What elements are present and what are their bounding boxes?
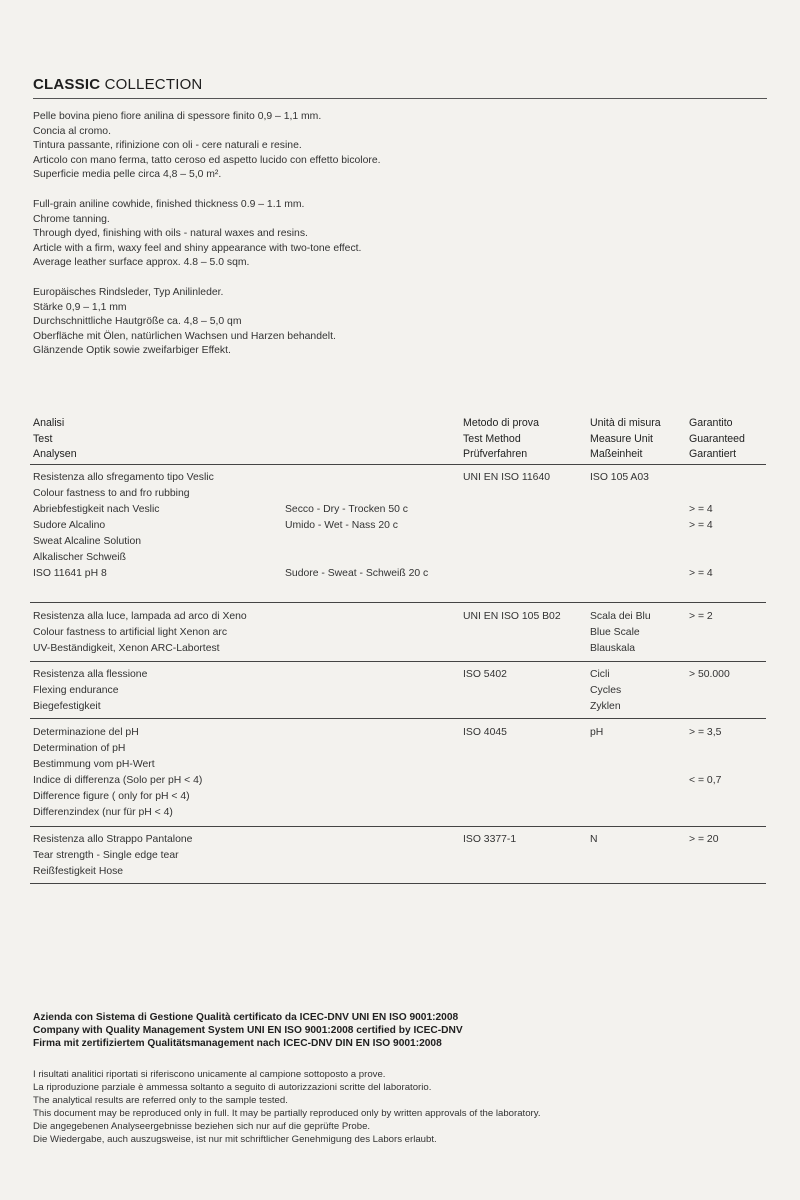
row-divider	[30, 602, 766, 603]
cell-line	[689, 741, 721, 757]
row-0-garantito	[689, 470, 713, 582]
row-divider	[30, 718, 766, 719]
cell-line	[689, 534, 713, 550]
table-header-divider	[30, 464, 766, 465]
row-divider	[30, 661, 766, 662]
cell-line: > 50.000	[689, 669, 730, 680]
row-0-unita	[590, 470, 649, 486]
disclaimer	[33, 1068, 541, 1146]
header-line: Guaranteed	[689, 432, 745, 445]
cell-line: ISO 105 A03	[590, 472, 649, 483]
cell-line: Blauskala	[590, 643, 636, 654]
cell-line: Sweat Alcaline Solution	[33, 536, 142, 547]
desc-line: Stärke 0,9 – 1,1 mm	[33, 301, 127, 313]
footer-line: Firma mit zertifiziertem Qualitätsmanagement nach ICEC-DNV DIN EN ISO 9001:2008	[33, 1038, 442, 1050]
header-analisi	[33, 416, 77, 463]
description-italian	[33, 110, 633, 183]
cell-line	[285, 534, 428, 550]
header-line: Prüfverfahren	[463, 448, 528, 461]
cell-line: Abriebfestigkeit nach Veslic	[33, 504, 160, 515]
desc-line: Articolo con mano ferma, tatto ceroso ed aspetto lucido con effetto bicolore.	[33, 154, 381, 166]
header-line: Test	[33, 432, 53, 445]
cell-line: Resistenza allo Strappo Pantalone	[33, 834, 193, 845]
cell-line: Colour fastness to and fro rubbing	[33, 488, 190, 499]
row-4-metodo	[463, 832, 516, 848]
cell-line: UV-Beständigkeit, Xenon ARC-Labortest	[33, 643, 220, 654]
footer-line: Company with Quality Management System UNI EN ISO 9001:2008 certified by ICEC-DNV	[33, 1025, 463, 1037]
cell-line	[689, 486, 713, 502]
desc-line: Europäisches Rindsleder, Typ Anilinleder.	[33, 287, 224, 298]
row-divider	[30, 826, 766, 827]
cell-line: > = 4	[689, 568, 713, 579]
cell-line: Cycles	[590, 685, 622, 696]
cell-line	[285, 550, 428, 566]
header-metodo	[463, 416, 539, 463]
row-2-metodo	[463, 667, 507, 683]
footer-line: Azienda con Sistema di Gestione Qualità certificato da ICEC-DNV UNI EN ISO 9001:2008	[33, 1012, 459, 1023]
desc-line: Through dyed, finishing with oils - natural waxes and resins.	[33, 228, 308, 240]
cell-line: Difference figure ( only for pH < 4)	[33, 791, 190, 802]
row-0-analisi	[33, 470, 214, 582]
desc-line: Oberfläche mit Ölen, natürlichen Wachsen und Harzen behandelt.	[33, 330, 336, 342]
footer-line: Die Wiedergabe, auch auszugsweise, ist nur mit schriftlicher Genehmigung des Labors erlaubt.	[33, 1134, 437, 1145]
cell-line: Biegefestigkeit	[33, 701, 101, 712]
description-german	[33, 286, 633, 359]
footer-line: I risultati analitici riportati si riferiscono unicamente al campione sottoposto a prove.	[33, 1069, 386, 1080]
cell-line: Zyklen	[590, 701, 621, 712]
cell-line	[285, 470, 428, 486]
cell-line: N	[590, 834, 598, 845]
row-4-analisi	[33, 832, 192, 880]
footer-line: The analytical results are referred only to the sample tested.	[33, 1095, 288, 1106]
row-3-garantito	[689, 725, 721, 789]
cell-line: Sudore - Sweat - Schweiß 20 c	[285, 568, 429, 579]
desc-line: Pelle bovina pieno fiore anilina di spessore finito 0,9 – 1,1 mm.	[33, 111, 322, 122]
row-0-condizioni	[285, 470, 428, 582]
cell-line: Flexing endurance	[33, 685, 119, 696]
header-line: Measure Unit	[590, 432, 653, 445]
cell-line: Determination of pH	[33, 743, 126, 754]
description-english	[33, 198, 633, 271]
cell-line	[689, 550, 713, 566]
row-2-garantito	[689, 667, 730, 683]
title-divider	[33, 98, 767, 99]
header-unita	[590, 416, 661, 463]
header-line: Analysen	[33, 448, 77, 461]
cell-line: Cicli	[590, 669, 610, 680]
title-rest: COLLECTION	[100, 76, 203, 93]
desc-line: Article with a firm, waxy feel and shiny appearance with two-tone effect.	[33, 242, 362, 254]
desc-line: Tintura passante, rifinizione con oli - cere naturali e resine.	[33, 140, 302, 152]
cell-line: Indice di differenza (Solo per pH < 4)	[33, 775, 203, 786]
row-4-garantito	[689, 832, 718, 848]
row-3-unita	[590, 725, 603, 741]
cell-line: > = 3,5	[689, 727, 722, 738]
page-title	[33, 76, 202, 93]
cell-line: Sudore Alcalino	[33, 520, 106, 531]
header-line: Maßeinheit	[590, 448, 643, 461]
desc-line: Concia al cromo.	[33, 125, 111, 137]
row-3-metodo	[463, 725, 507, 741]
cell-line: Alkalischer Schweiß	[33, 552, 126, 563]
row-1-metodo	[463, 609, 561, 625]
desc-line: Durchschnittliche Hautgröße ca. 4,8 – 5,0 qm	[33, 316, 242, 328]
cell-line: Resistenza alla flessione	[33, 669, 148, 680]
cell-line: Determinazione del pH	[33, 727, 139, 738]
header-line: Garantiert	[689, 448, 737, 461]
cell-line: Resistenza alla luce, lampada ad arco di Xeno	[33, 611, 247, 622]
certification-statement	[33, 1011, 463, 1051]
row-2-analisi	[33, 667, 147, 715]
row-4-unita	[590, 832, 598, 848]
cell-line: Bestimmung vom pH-Wert	[33, 759, 155, 770]
cell-line: Resistenza allo sfregamento tipo Veslic	[33, 472, 214, 483]
cell-line: Reißfestigkeit Hose	[33, 866, 124, 877]
cell-line: Differenzindex (nur für pH < 4)	[33, 807, 173, 818]
footer-line: La riproduzione parziale è ammessa soltanto a seguito di autorizzazioni scritte del laboratorio.	[33, 1082, 432, 1093]
cell-line: Tear strength - Single edge tear	[33, 850, 179, 861]
desc-line: Glänzende Optik sowie zweifarbiger Effekt.	[33, 345, 231, 357]
cell-line: ISO 3377-1	[463, 834, 517, 845]
cell-line: Blue Scale	[590, 627, 640, 638]
cell-line: pH	[590, 727, 604, 738]
row-2-unita	[590, 667, 621, 715]
title-bold: CLASSIC	[33, 76, 101, 93]
table-bottom-divider	[30, 883, 766, 884]
row-3-analisi	[33, 725, 202, 821]
cell-line	[689, 757, 721, 773]
cell-line	[689, 470, 713, 486]
header-line: Test Method	[463, 432, 521, 445]
cell-line: > = 20	[689, 834, 719, 845]
row-1-garantito	[689, 609, 713, 625]
header-garantito	[689, 416, 745, 463]
header-line: Unità di misura	[590, 417, 661, 429]
cell-line	[285, 486, 428, 502]
cell-line: > = 2	[689, 611, 713, 622]
row-0-metodo	[463, 470, 550, 486]
desc-line: Full-grain aniline cowhide, finished thickness 0.9 – 1.1 mm.	[33, 199, 305, 210]
footer-line: Die angegebenen Analyseergebnisse beziehen sich nur auf die geprüfte Probe.	[33, 1121, 371, 1132]
cell-line: Scala dei Blu	[590, 611, 651, 622]
cell-line: UNI EN ISO 11640	[463, 472, 551, 483]
cell-line: Umido - Wet - Nass 20 c	[285, 520, 398, 531]
cell-line: ISO 4045	[463, 727, 507, 738]
footer-line: This document may be reproduced only in full. It may be partially reproduced only by written approvals of the laboratory.	[33, 1108, 541, 1119]
row-1-unita	[590, 609, 651, 657]
cell-line: ISO 11641 pH 8	[33, 568, 107, 579]
header-line: Metodo di prova	[463, 417, 539, 429]
desc-line: Superficie media pelle circa 4,8 – 5,0 m².	[33, 169, 222, 181]
header-line: Garantito	[689, 417, 733, 429]
cell-line: ISO 5402	[463, 669, 507, 680]
cell-line: Secco - Dry - Trocken 50 c	[285, 504, 408, 515]
cell-line: < = 0,7	[689, 775, 722, 786]
header-line: Analisi	[33, 417, 65, 429]
desc-line: Average leather surface approx. 4.8 – 5.0 sqm.	[33, 257, 250, 269]
cell-line: UNI EN ISO 105 B02	[463, 611, 561, 622]
cell-line: Colour fastness to artificial light Xenon arc	[33, 627, 228, 638]
cell-line: > = 4	[689, 504, 713, 515]
desc-line: Chrome tanning.	[33, 213, 110, 225]
row-1-analisi	[33, 609, 247, 657]
cell-line: > = 4	[689, 520, 713, 531]
